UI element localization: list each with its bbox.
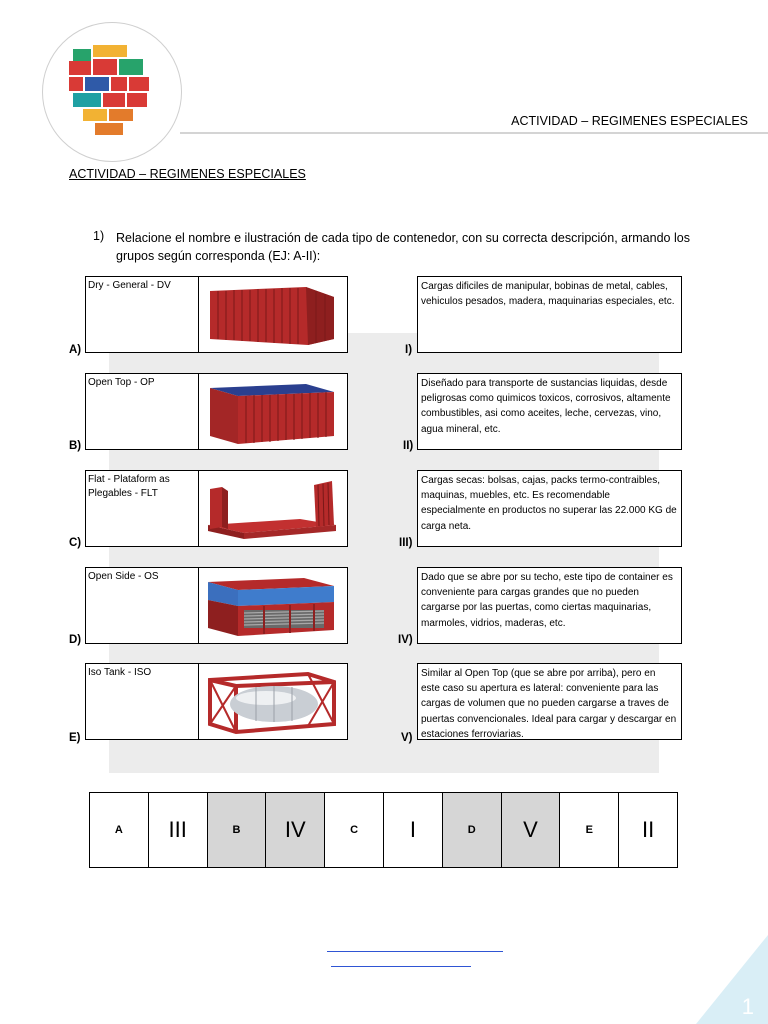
dry-container-image bbox=[204, 281, 340, 349]
open-side-container-image bbox=[204, 572, 340, 640]
container-letter: C) bbox=[69, 537, 82, 549]
divider bbox=[198, 374, 199, 449]
open-top-container-image bbox=[204, 378, 340, 446]
answer-cell: B bbox=[208, 793, 267, 867]
answer-cell: A bbox=[90, 793, 149, 867]
container-name: Open Top - OP bbox=[88, 377, 155, 388]
head-mosaic-logo-icon bbox=[43, 23, 181, 161]
description-text: Diseñado para transporte de sustancias liquidas, desde peligrosas como quimicos toxicos, corrosivos, altamente combustibles, asi como aceites, leche, cervezas, vino, agua mineral, etc. bbox=[421, 378, 671, 435]
container-letter: E) bbox=[69, 732, 81, 744]
container-box-e bbox=[85, 663, 348, 740]
description-numeral: V) bbox=[401, 732, 413, 744]
container-name: Open Side - OS bbox=[88, 571, 159, 582]
question-text: Relacione el nombre e ilustración de cada tipo de contenedor, con su correcta descripción, armando los grupos según corresponda (EJ: A-II): bbox=[116, 231, 690, 263]
description-text: Dado que se abre por su techo, este tipo de container es conveniente para cargas grandes que no pueden cargarse por las puertas, como ciertas maquinarias, marmoles, vidrios, maderas, etc. bbox=[421, 572, 673, 629]
answer-cell: IV bbox=[266, 793, 325, 867]
description-text: Similar al Open Top (que se abre por arriba), pero en este caso su apertura es lateral: conveniente para las cargas de volumen que no pueden cargarse a traves de puertas convencionales. Ideal para cargar y descargar en estaciones ferroviarias. bbox=[421, 668, 677, 740]
container-letter: D) bbox=[69, 634, 82, 646]
answer-cell: D bbox=[443, 793, 502, 867]
answer-cell: II bbox=[641, 817, 655, 842]
container-name: Dry - General - DV bbox=[88, 280, 171, 291]
answer-cell: III bbox=[149, 793, 208, 867]
description-numeral: III) bbox=[399, 537, 413, 549]
answer-cell: E bbox=[560, 793, 619, 867]
corner-triangle-decoration bbox=[690, 935, 768, 1024]
answer-cell: V bbox=[502, 793, 561, 867]
footer-link[interactable] bbox=[331, 966, 471, 967]
description-box-ii bbox=[417, 373, 682, 450]
container-name: Flat - Plataform as Plegables - FLT bbox=[88, 474, 170, 499]
container-box-c bbox=[85, 470, 348, 547]
description-numeral: IV) bbox=[398, 634, 413, 646]
answer-cell: I bbox=[384, 793, 443, 867]
divider bbox=[198, 471, 199, 546]
document-title: ACTIVIDAD – REGIMENES ESPECIALES bbox=[69, 167, 306, 181]
description-numeral: II) bbox=[403, 440, 414, 452]
question-number: 1) bbox=[93, 229, 105, 243]
divider bbox=[198, 664, 199, 739]
answer-cell: C bbox=[325, 793, 384, 867]
page-number: 1 bbox=[741, 994, 754, 1019]
logo bbox=[42, 22, 182, 162]
header-title: ACTIVIDAD – REGIMENES ESPECIALES bbox=[511, 114, 748, 128]
container-letter: A) bbox=[69, 344, 82, 356]
container-letter: B) bbox=[69, 440, 82, 452]
container-name: Iso Tank - ISO bbox=[88, 667, 152, 678]
description-box-iv bbox=[417, 567, 682, 644]
description-box-i bbox=[417, 276, 682, 353]
description-box-v bbox=[417, 663, 682, 740]
answer-table bbox=[89, 792, 678, 868]
container-box-a bbox=[85, 276, 348, 353]
description-box-iii bbox=[417, 470, 682, 547]
description-text: Cargas secas: bolsas, cajas, packs termo-contraibles, maquinas, muebles, etc. Es recomendable especialmente en productos no superar las 22.000 KG de carga neta. bbox=[421, 475, 677, 532]
iso-tank-container-image bbox=[204, 668, 340, 736]
divider bbox=[198, 568, 199, 643]
container-box-d bbox=[85, 567, 348, 644]
divider bbox=[198, 277, 199, 352]
description-text: Cargas dificiles de manipular, bobinas de metal, cables, vehiculos pesados, madera, maquinarias especiales, etc. bbox=[421, 281, 675, 308]
header-rule bbox=[180, 132, 768, 134]
flat-rack-container-image bbox=[204, 475, 340, 543]
container-box-b bbox=[85, 373, 348, 450]
description-numeral: I) bbox=[405, 344, 413, 356]
footer-link[interactable] bbox=[327, 951, 503, 952]
